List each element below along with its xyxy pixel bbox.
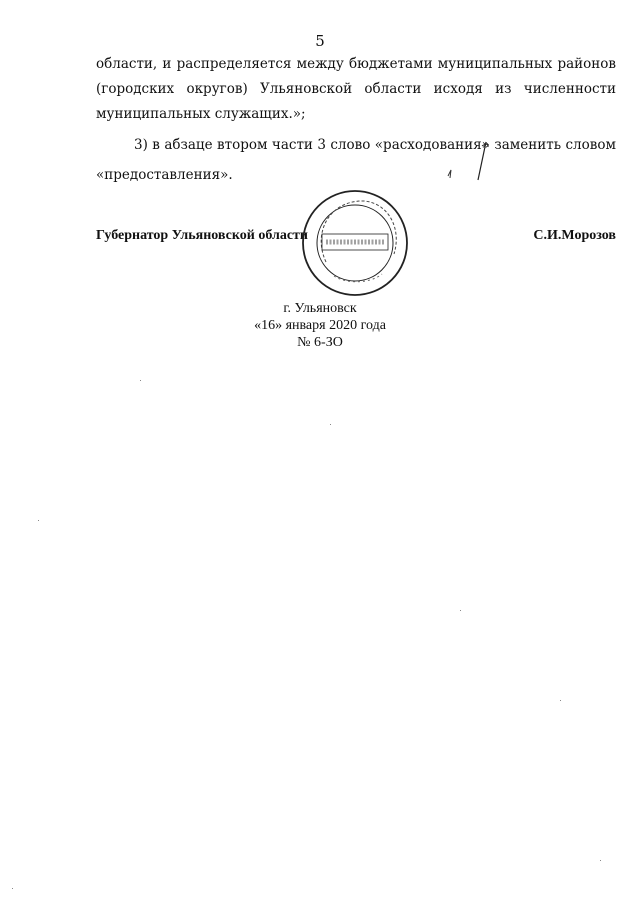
signatory-name: С.И.Морозов [533,228,616,243]
scan-speck [600,860,601,861]
law-number: № 6-ЗО [297,335,343,350]
signatory-title: Губернатор Ульяновской области [96,228,308,243]
official-seal [300,188,410,298]
handwritten-signature [442,140,502,188]
scan-speck [330,424,331,425]
page-number: 5 [315,32,325,50]
paragraph-line: области, и распределяется между бюджетами муниципальных районов [96,56,616,72]
scan-speck [38,520,39,521]
scan-speck [460,610,461,611]
date: «16» января 2020 года [254,318,386,333]
scan-speck [12,888,13,889]
scan-speck [560,700,561,701]
paragraph-line: муниципальных служащих.»; [96,106,306,122]
place-date-number [0,300,640,351]
paragraph-line: «предоставления». [96,167,233,183]
paragraph-line: (городских округов) Ульяновской области исходя из численности [96,81,616,97]
paragraph-line: 3) в абзаце втором части 3 слово «расходования» заменить словом [134,137,616,153]
paragraph-amendment [96,130,616,190]
city: г. Ульяновск [283,301,357,316]
scan-speck [140,380,141,381]
paragraph-continuation [96,52,616,127]
